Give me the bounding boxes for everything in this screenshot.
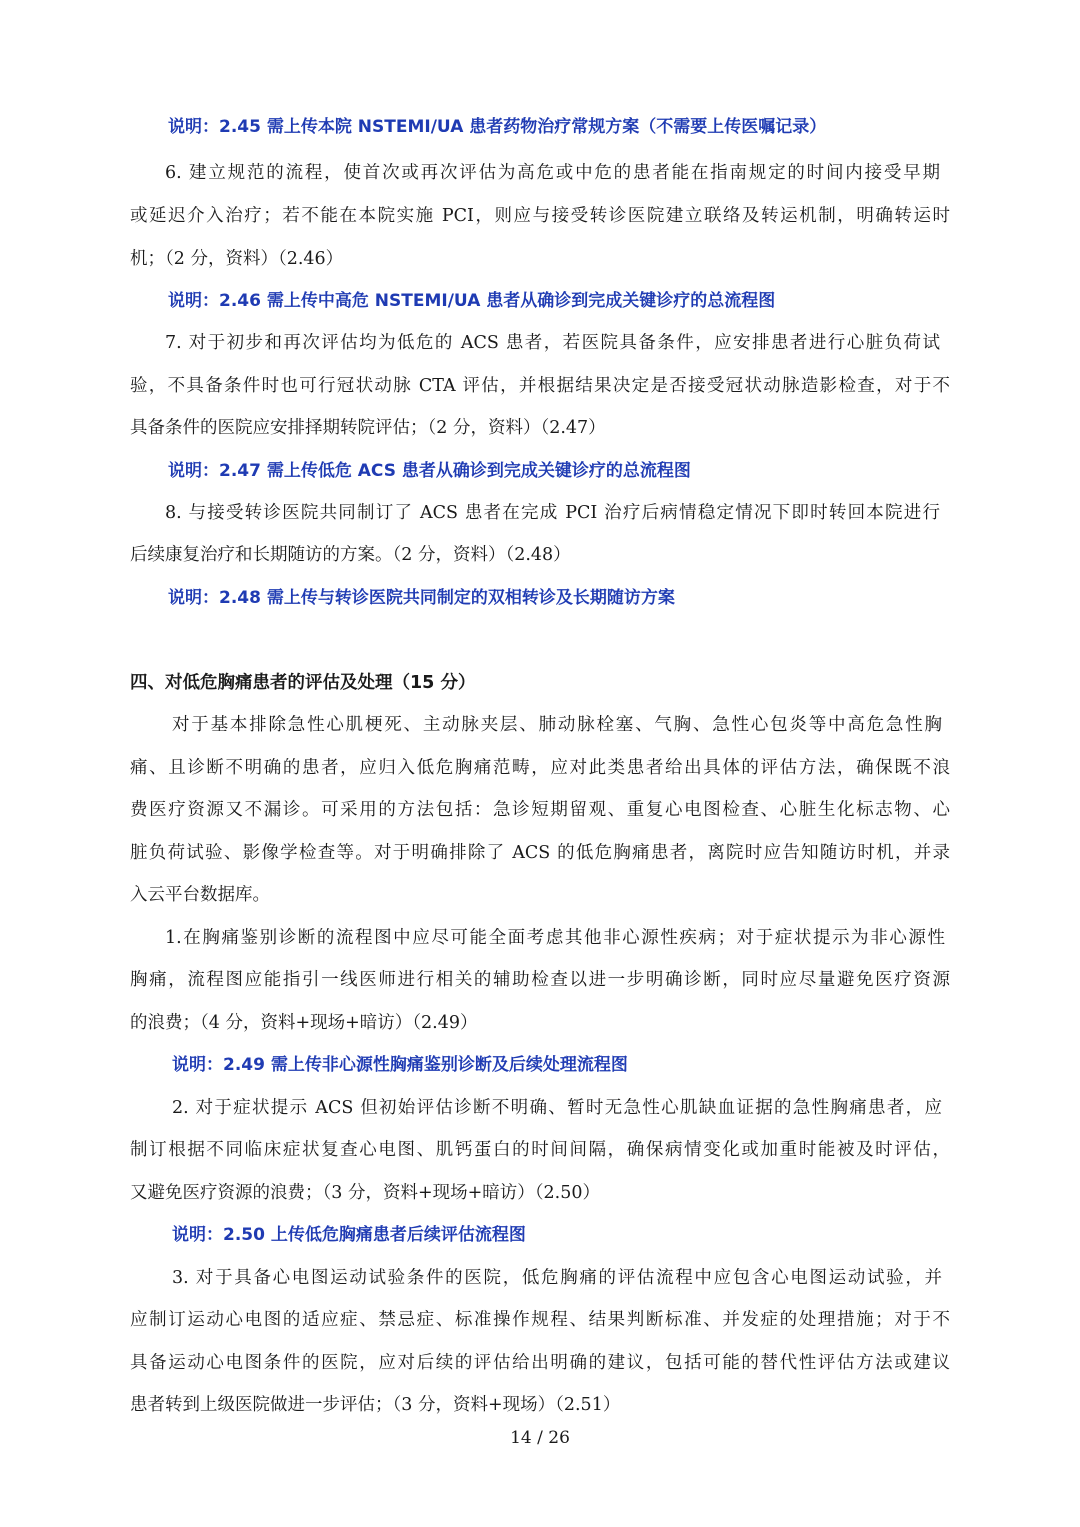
item-3-line-4: 患者转到上级医院做进一步评估；（3 分，资料+现场）（2.51） <box>130 1395 621 1415</box>
item-7-line-3: 具备条件的医院应安排择期转院评估；（2 分，资料）（2.47） <box>130 418 606 438</box>
note-2-47: 说明：2.47 需上传低危 ACS 患者从确诊到完成关键诊疗的总流程图 <box>168 461 691 481</box>
section-4-intro-line-1: 对于基本排除急性心肌梗死、主动脉夹层、肺动脉栓塞、气胸、急性心包炎等中高危急性胸 <box>172 715 942 735</box>
note-2-49: 说明：2.49 需上传非心源性胸痛鉴别诊断及后续处理流程图 <box>172 1055 628 1075</box>
note-2-45: 说明：2.45 需上传本院 NSTEMI/UA 患者药物治疗常规方案（不需要上传医嘱记录） <box>168 117 827 137</box>
item-7-line-2: 验，不具备条件时也可行冠状动脉 CTA 评估，并根据结果决定是否接受冠状动脉造影检查，对于不 <box>130 376 950 396</box>
item-1-line-2: 胸痛，流程图应能指引一线医师进行相关的辅助检查以进一步明确诊断，同时应尽量避免医疗资源 <box>130 970 950 990</box>
item-1-line-1: 1.在胸痛鉴别诊断的流程图中应尽可能全面考虑其他非心源性疾病；对于症状提示为非心源性 <box>165 928 945 948</box>
page-number: 14 / 26 <box>510 1428 570 1448</box>
item-8-line-2: 后续康复治疗和长期随访的方案。（2 分，资料）（2.48） <box>130 545 571 565</box>
section-heading-4: 四、对低危胸痛患者的评估及处理（15 分） <box>130 673 476 693</box>
note-2-48: 说明：2.48 需上传与转诊医院共同制定的双相转诊及长期随访方案 <box>168 588 675 608</box>
item-8-line-1: 8. 与接受转诊医院共同制订了 ACS 患者在完成 PCI 治疗后病情稳定情况下即时转回本院进行 <box>165 503 940 523</box>
item-3-line-1: 3. 对于具备心电图运动试验条件的医院，低危胸痛的评估流程中应包含心电图运动试验，并 <box>172 1268 942 1288</box>
item-3-line-3: 具备运动心电图条件的医院，应对后续的评估给出明确的建议，包括可能的替代性评估方法或建议 <box>130 1353 950 1373</box>
item-6-line-3: 机；（2 分，资料）（2.46） <box>130 249 344 269</box>
item-1-line-3: 的浪费；（4 分，资料+现场+暗访）（2.49） <box>130 1013 478 1033</box>
item-2-line-2: 制订根据不同临床症状复查心电图、肌钙蛋白的时间间隔，确保病情变化或加重时能被及时评估， <box>130 1140 950 1160</box>
section-4-intro-line-3: 费医疗资源又不漏诊。可采用的方法包括：急诊短期留观、重复心电图检查、心脏生化标志物、心 <box>130 800 950 820</box>
item-6-line-1: 6. 建立规范的流程，使首次或再次评估为高危或中危的患者能在指南规定的时间内接受早期 <box>165 163 940 183</box>
section-4-intro-line-4: 脏负荷试验、影像学检查等。对于明确排除了 ACS 的低危胸痛患者，离院时应告知随访时机，并录 <box>130 843 950 863</box>
note-2-50: 说明：2.50 上传低危胸痛患者后续评估流程图 <box>172 1225 526 1245</box>
section-4-intro-line-2: 痛、且诊断不明确的患者，应归入低危胸痛范畴，应对此类患者给出具体的评估方法，确保既不浪 <box>130 758 950 778</box>
item-6-line-2: 或延迟介入治疗；若不能在本院实施 PCI，则应与接受转诊医院建立联络及转运机制，明确转运时 <box>130 206 950 226</box>
note-2-46: 说明：2.46 需上传中高危 NSTEMI/UA 患者从确诊到完成关键诊疗的总流程图 <box>168 291 776 311</box>
item-2-line-1: 2. 对于症状提示 ACS 但初始评估诊断不明确、暂时无急性心肌缺血证据的急性胸痛患者，应 <box>172 1098 942 1118</box>
section-4-intro-line-5: 入云平台数据库。 <box>130 885 270 905</box>
item-2-line-3: 又避免医疗资源的浪费；（3 分，资料+现场+暗访）（2.50） <box>130 1183 600 1203</box>
item-3-line-2: 应制订运动心电图的适应症、禁忌症、标准操作规程、结果判断标准、并发症的处理措施；对于不 <box>130 1310 950 1330</box>
item-7-line-1: 7. 对于初步和再次评估均为低危的 ACS 患者，若医院具备条件，应安排患者进行心脏负荷试 <box>165 333 940 353</box>
